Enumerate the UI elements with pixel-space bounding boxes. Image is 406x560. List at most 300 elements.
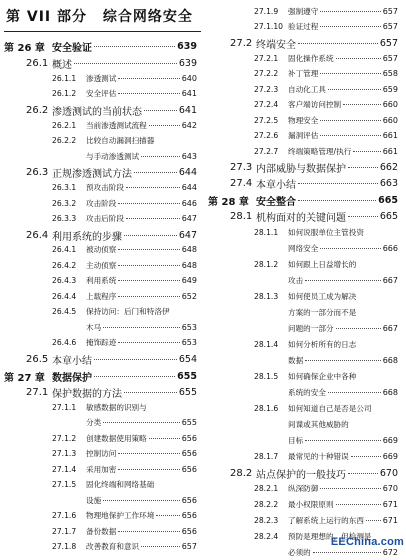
toc-leader-dots: [353, 151, 380, 152]
toc-title: 预攻击阶段: [86, 183, 124, 192]
toc-number: 27.2.2: [254, 69, 279, 78]
toc-subsection-entry: [0, 304, 203, 319]
toc-subsection-entry: [204, 225, 404, 240]
toc-title: 渗透测试: [86, 74, 117, 83]
toc-page-number: 662: [379, 161, 398, 173]
toc-page-number: 647: [181, 214, 197, 223]
toc-number: 26.4.2: [52, 261, 77, 270]
toc-number: 28.1.1: [254, 228, 279, 237]
toc-subsection-entry: [0, 477, 203, 492]
toc-title: 数据: [288, 356, 304, 365]
toc-page-number: 646: [181, 199, 197, 208]
toc-title: 主动侦察: [86, 261, 117, 270]
toc-subsection-entry: [204, 497, 404, 512]
toc-title: 如何跟上日益增长的: [288, 260, 357, 269]
toc-number: 27.1: [26, 386, 49, 398]
toc-number: 28.2.2: [254, 500, 279, 509]
toc-number: 26.3: [26, 166, 49, 178]
toc-number: 26.4: [26, 229, 49, 241]
toc-title: 备份数据: [86, 527, 117, 536]
toc-page-number: 663: [379, 177, 398, 189]
toc-leader-dots: [320, 248, 380, 249]
toc-title: 如何使员工成为解决: [288, 292, 357, 301]
toc-number: 26.4.4: [52, 292, 77, 301]
toc-title: 数据保护: [52, 372, 92, 384]
toc-number: 27.1.8: [52, 542, 77, 551]
toc-number: 27.1.2: [52, 434, 77, 443]
part-title: 综合网络安全: [102, 9, 193, 25]
toc-leader-dots: [366, 520, 381, 521]
toc-leader-dots: [305, 280, 381, 281]
toc-page-number: 652: [181, 292, 197, 301]
toc-leader-dots: [124, 235, 177, 236]
toc-title: 网络安全: [288, 244, 319, 253]
toc-title: 安全评估: [86, 89, 117, 98]
toc-page-number: 668: [382, 356, 398, 365]
toc-number: 28.2.1: [254, 484, 279, 493]
toc-number: 27.1.7: [52, 527, 77, 536]
toc-page-number: 657: [379, 37, 398, 49]
toc-title: 系统的安全: [288, 388, 326, 397]
toc-section-entry: [0, 227, 203, 243]
toc-leader-dots: [94, 46, 175, 47]
toc-leader-dots: [103, 500, 180, 501]
part-heading: [6, 3, 202, 33]
toc-subsection-entry: [0, 149, 203, 164]
toc-number: 27.1.6: [52, 511, 77, 520]
toc-number: 28.1.3: [254, 292, 279, 301]
toc-number: 26.1.1: [52, 74, 77, 83]
toc-leader-dots: [320, 73, 380, 74]
toc-title: 问题的一部分: [288, 324, 334, 333]
toc-subsection-entry: [204, 4, 404, 19]
watermark: EEChina.com: [330, 536, 404, 548]
toc-section-entry: [204, 175, 404, 191]
toc-title: 正规渗透测试方法: [52, 168, 132, 180]
toc-number: 27.1.9: [254, 7, 279, 16]
toc-page-number: 671: [382, 500, 398, 509]
toc-leader-dots: [118, 469, 179, 470]
toc-number: 26.1.2: [52, 89, 77, 98]
toc-title: 利用系统的步骤: [52, 231, 122, 243]
toc-title: 预防是理想的，但检测是: [288, 532, 372, 541]
toc-page-number: 639: [178, 57, 197, 69]
toc-page-number: 667: [382, 276, 398, 285]
toc-page-number: 656: [181, 527, 197, 536]
toc-number: 27.3: [230, 161, 253, 173]
toc-page-number: 656: [181, 449, 197, 458]
toc-leader-dots: [305, 440, 381, 441]
toc-subsection-entry: [0, 335, 203, 350]
toc-leader-dots: [118, 531, 179, 532]
toc-page-number: 656: [181, 511, 197, 520]
toc-chapter-entry: [0, 368, 203, 384]
toc-leader-dots: [320, 120, 380, 121]
toc-subsection-entry: [204, 353, 404, 368]
toc-section-entry: [204, 465, 404, 481]
toc-page-number: 643: [181, 152, 197, 161]
toc-number: 第 26 章: [4, 42, 45, 54]
toc-title: 保持访问：后门和特洛伊: [86, 307, 170, 316]
toc-leader-dots: [118, 203, 179, 204]
toc-subsection-entry: [204, 82, 404, 97]
toc-page-number: 655: [181, 418, 197, 427]
toc-leader-dots: [94, 359, 177, 360]
toc-number: 28.2.4: [254, 532, 279, 541]
toc-title: 如何说服单位主管投资: [288, 228, 364, 237]
toc-page-number: 653: [181, 338, 197, 347]
toc-leader-dots: [328, 392, 381, 393]
toc-title: 比较自动漏洞扫描器: [86, 136, 155, 145]
toc-number: 27.4: [230, 177, 253, 189]
toc-title: 强制遵守: [288, 7, 319, 16]
toc-number: 27.2.4: [254, 100, 279, 109]
toc-subsection-entry: [0, 258, 203, 273]
toc-page-number: 644: [181, 183, 197, 192]
toc-page-number: 648: [181, 261, 197, 270]
toc-page-number: 670: [382, 484, 398, 493]
toc-section-entry: [0, 55, 203, 71]
toc-title: 与手动渗透测试: [86, 152, 140, 161]
toc-section-entry: [204, 208, 404, 224]
toc-title: 设施: [86, 496, 102, 505]
toc-number: 28.1: [230, 210, 253, 222]
toc-subsection-entry: [0, 446, 203, 461]
toc-title: 被动侦察: [86, 245, 117, 254]
toc-leader-dots: [298, 200, 376, 201]
toc-page-number: 649: [181, 276, 197, 285]
toc-section-entry: [0, 384, 203, 400]
toc-number: 26.3.3: [52, 214, 77, 223]
toc-number: 27.1.10: [254, 22, 283, 31]
toc-title: 最小权限原则: [288, 500, 334, 509]
toc-title: 终端安全: [256, 39, 296, 51]
toc-subsection-entry: [204, 337, 404, 352]
toc-page-number: 657: [382, 54, 398, 63]
toc-leader-dots: [118, 78, 179, 79]
toc-page-number: 655: [177, 370, 197, 382]
toc-title: 内部威胁与数据保护: [256, 163, 346, 175]
toc-title: 固化操作系统: [288, 54, 334, 63]
toc-subsection-entry: [204, 66, 404, 81]
toc-leader-dots: [351, 456, 381, 457]
toc-title: 敏感数据的识别与: [86, 403, 147, 412]
toc-leader-dots: [348, 167, 378, 168]
toc-title: 漏洞评估: [288, 131, 319, 140]
toc-leader-dots: [298, 43, 378, 44]
toc-title: 验证过程: [288, 22, 319, 31]
toc-leader-dots: [343, 104, 381, 105]
toc-subsection-entry: [0, 400, 203, 415]
toc-title: 木马: [86, 323, 102, 332]
toc-leader-dots: [336, 328, 381, 329]
toc-number: 26.2.2: [52, 136, 77, 145]
toc-page-number: 672: [382, 548, 398, 557]
toc-title: 渗透测试的当前状态: [52, 106, 142, 118]
toc-title: 利用系统: [86, 276, 117, 285]
toc-title: 上载程序: [86, 292, 117, 301]
toc-subsection-entry: [204, 128, 404, 143]
toc-title: 采用加密: [86, 465, 117, 474]
toc-subsection-entry: [204, 97, 404, 112]
toc-subsection-entry: [0, 508, 203, 523]
toc-subsection-entry: [0, 415, 203, 430]
toc-number: 27.2.5: [254, 116, 279, 125]
toc-page-number: 665: [378, 194, 398, 206]
toc-subsection-entry: [204, 305, 404, 320]
toc-title: 当前渗透测试流程: [86, 121, 147, 130]
toc-subsection-entry: [204, 113, 404, 128]
toc-title: 安全整合: [256, 196, 296, 208]
toc-title: 最常见的十种错误: [288, 452, 349, 461]
toc-leader-dots: [320, 135, 380, 136]
toc-leader-dots: [118, 265, 179, 266]
toc-number: 26.2: [26, 104, 49, 116]
toc-subsection-entry: [204, 257, 404, 272]
toc-leader-dots: [320, 11, 380, 12]
toc-leader-dots: [74, 63, 177, 64]
toc-subsection-entry: [204, 401, 404, 416]
toc-number: 27.1.4: [52, 465, 77, 474]
toc-page-number: 641: [181, 89, 197, 98]
toc-subsection-entry: [204, 289, 404, 304]
toc-page-number: 644: [178, 166, 197, 178]
toc-number: 26.3.2: [52, 199, 77, 208]
toc-number: 26.4.3: [52, 276, 77, 285]
toc-subsection-entry: [204, 369, 404, 384]
toc-subsection-entry: [204, 513, 404, 528]
toc-number: 28.2: [230, 467, 253, 479]
toc-number: 28.1.4: [254, 340, 279, 349]
part-number: 第 VII 部分: [6, 9, 88, 25]
toc-title: 纵深防御: [288, 484, 319, 493]
toc-page-number: 668: [382, 388, 398, 397]
toc-leader-dots: [126, 187, 180, 188]
toc-leader-dots: [103, 327, 180, 328]
toc-subsection-entry: [0, 289, 203, 304]
toc-subsection-entry: [0, 431, 203, 446]
toc-title: 客户端访问控制: [288, 100, 342, 109]
toc-subsection-entry: [0, 320, 203, 335]
toc-subsection-entry: [204, 481, 404, 496]
toc-leader-dots: [320, 26, 380, 27]
toc-page-number: 660: [382, 116, 398, 125]
toc-number: 27.1.3: [52, 449, 77, 458]
toc-number: 28.1.5: [254, 372, 279, 381]
toc-section-entry: [0, 102, 203, 118]
toc-page-number: 666: [382, 244, 398, 253]
toc-leader-dots: [124, 392, 177, 393]
toc-leader-dots: [144, 110, 177, 111]
toc-leader-dots: [313, 552, 381, 553]
toc-number: 27.2: [230, 37, 253, 49]
toc-leader-dots: [141, 156, 180, 157]
toc-title: 本章小结: [256, 179, 296, 191]
toc-subsection-entry: [204, 144, 404, 159]
toc-subsection-entry: [0, 196, 203, 211]
toc-title: 站点保护的一般技巧: [256, 469, 346, 481]
toc-leader-dots: [328, 89, 381, 90]
toc-page-number: 656: [181, 434, 197, 443]
toc-page-number: 670: [379, 467, 398, 479]
toc-number: 28.1.2: [254, 260, 279, 269]
toc-leader-dots: [118, 453, 179, 454]
toc-title: 目标: [288, 436, 304, 445]
toc-leader-dots: [94, 376, 175, 377]
toc-title: 保护数据的方法: [52, 388, 122, 400]
toc-subsection-entry: [204, 51, 404, 66]
toc-title: 间谍或其他威胁的: [288, 420, 349, 429]
toc-title: 攻击: [288, 276, 304, 285]
toc-page-number: 655: [178, 386, 197, 398]
toc-subsection-entry: [0, 118, 203, 133]
toc-chapter-entry: [204, 192, 404, 208]
toc-title: 物理安全: [288, 116, 319, 125]
toc-subsection-entry: [204, 321, 404, 336]
toc-section-entry: [0, 164, 203, 180]
toc-leader-dots: [348, 473, 378, 474]
toc-page-number: 658: [382, 69, 398, 78]
toc-number: 27.2.6: [254, 131, 279, 140]
toc-page-number: 661: [382, 147, 398, 156]
toc-page-number: 660: [382, 100, 398, 109]
toc-number: 第 28 章: [208, 196, 249, 208]
toc-leader-dots: [348, 216, 378, 217]
toc-number: 27.1.1: [52, 403, 77, 412]
toc-subsection-entry: [204, 385, 404, 400]
toc-page-number: 657: [382, 22, 398, 31]
toc-leader-dots: [156, 515, 179, 516]
toc-page-number: 669: [382, 452, 398, 461]
toc-title: 攻击阶段: [86, 199, 117, 208]
toc-title: 本章小结: [52, 355, 92, 367]
toc-title: 物理地保护工作环境: [86, 511, 155, 520]
toc-title: 创建数据使用策略: [86, 434, 147, 443]
toc-page-number: 647: [178, 229, 197, 241]
toc-page-number: 642: [181, 121, 197, 130]
toc-subsection-entry: [0, 133, 203, 148]
toc-page-number: 665: [379, 210, 398, 222]
toc-title: 机构面对的关键问题: [256, 212, 346, 224]
toc-number: 26.3.1: [52, 183, 77, 192]
toc-subsection-entry: [0, 211, 203, 226]
toc-title: 攻击后阶段: [86, 214, 124, 223]
toc-number: 27.2.1: [254, 54, 279, 63]
toc-number: 28.2.3: [254, 516, 279, 525]
toc-title: 如何知道自己是否是公司: [288, 404, 372, 413]
toc-subsection-entry: [204, 433, 404, 448]
toc-section-entry: [204, 159, 404, 175]
toc-title: 补丁管理: [288, 69, 319, 78]
toc-title: 掩饰踪迹: [86, 338, 117, 347]
toc-page-number: 657: [382, 7, 398, 16]
toc-title: 概述: [52, 59, 72, 71]
toc-number: 26.4.1: [52, 245, 77, 254]
toc-page-number: 656: [181, 465, 197, 474]
toc-page-number: 671: [382, 516, 398, 525]
toc-title: 自动化工具: [288, 85, 326, 94]
toc-page-number: 639: [177, 40, 197, 52]
toc-page-number: 661: [382, 131, 398, 140]
toc-leader-dots: [134, 172, 177, 173]
toc-page-number: 653: [181, 323, 197, 332]
toc-number: 26.1: [26, 57, 49, 69]
toc-subsection-entry: [0, 86, 203, 101]
toc-page-number: 641: [178, 104, 197, 116]
toc-number: 第 27 章: [4, 372, 45, 384]
toc-leader-dots: [118, 296, 179, 297]
toc-chapter-entry: [0, 38, 203, 54]
toc-title: 了解系统上运行的东西: [288, 516, 364, 525]
toc-title: 安全验证: [52, 42, 92, 54]
toc-subsection-entry: [204, 241, 404, 256]
toc-title: 必须的: [288, 548, 311, 557]
toc-number: 26.5: [26, 353, 49, 365]
toc-leader-dots: [305, 360, 381, 361]
toc-title: 固化终端和网络基础: [86, 480, 155, 489]
toc-section-entry: [0, 351, 203, 367]
toc-section-entry: [204, 35, 404, 51]
toc-leader-dots: [141, 546, 180, 547]
toc-page-number: 648: [181, 245, 197, 254]
toc-title: 如何确保企业中各种: [288, 372, 357, 381]
toc-subsection-entry: [204, 273, 404, 288]
toc-leader-dots: [118, 280, 179, 281]
toc-title: 如何分析所有的日志: [288, 340, 357, 349]
toc-number: 28.1.6: [254, 404, 279, 413]
toc-number: 27.1.5: [52, 480, 77, 489]
toc-leader-dots: [149, 438, 180, 439]
heading-rule: [4, 31, 201, 32]
toc-title: 方案的一部分而不是: [288, 308, 357, 317]
toc-title: 控制访问: [86, 449, 117, 458]
toc-number: 26.4.5: [52, 307, 77, 316]
toc-subsection-entry: [204, 19, 404, 34]
toc-number: 27.2.7: [254, 147, 279, 156]
toc-leader-dots: [336, 58, 381, 59]
toc-leader-dots: [336, 504, 381, 505]
toc-subsection-entry: [204, 449, 404, 464]
toc-subsection-entry: [0, 180, 203, 195]
toc-subsection-entry: [0, 273, 203, 288]
toc-subsection-entry: [0, 493, 203, 508]
toc-leader-dots: [118, 249, 179, 250]
toc-page-number: 659: [382, 85, 398, 94]
toc-leader-dots: [118, 342, 179, 343]
toc-page-number: 656: [181, 496, 197, 505]
toc-number: 27.2.3: [254, 85, 279, 94]
toc-leader-dots: [298, 183, 378, 184]
toc-page-number: 654: [178, 353, 197, 365]
toc-page-number: 669: [382, 436, 398, 445]
toc-title: 改善教育和意识: [86, 542, 140, 551]
toc-leader-dots: [118, 93, 179, 94]
toc-leader-dots: [126, 218, 180, 219]
toc-leader-dots: [103, 422, 180, 423]
toc-number: 26.2.1: [52, 121, 77, 130]
toc-subsection-entry: [0, 462, 203, 477]
toc-number: 26.4.6: [52, 338, 77, 347]
toc-page-number: 640: [181, 74, 197, 83]
toc-page-number: 667: [382, 324, 398, 333]
toc-subsection-entry: [0, 71, 203, 86]
toc-subsection-entry: [204, 417, 404, 432]
toc-subsection-entry: [0, 524, 203, 539]
toc-page-number: 657: [181, 542, 197, 551]
toc-title: 分类: [86, 418, 102, 427]
toc-leader-dots: [149, 125, 180, 126]
toc-leader-dots: [320, 488, 380, 489]
